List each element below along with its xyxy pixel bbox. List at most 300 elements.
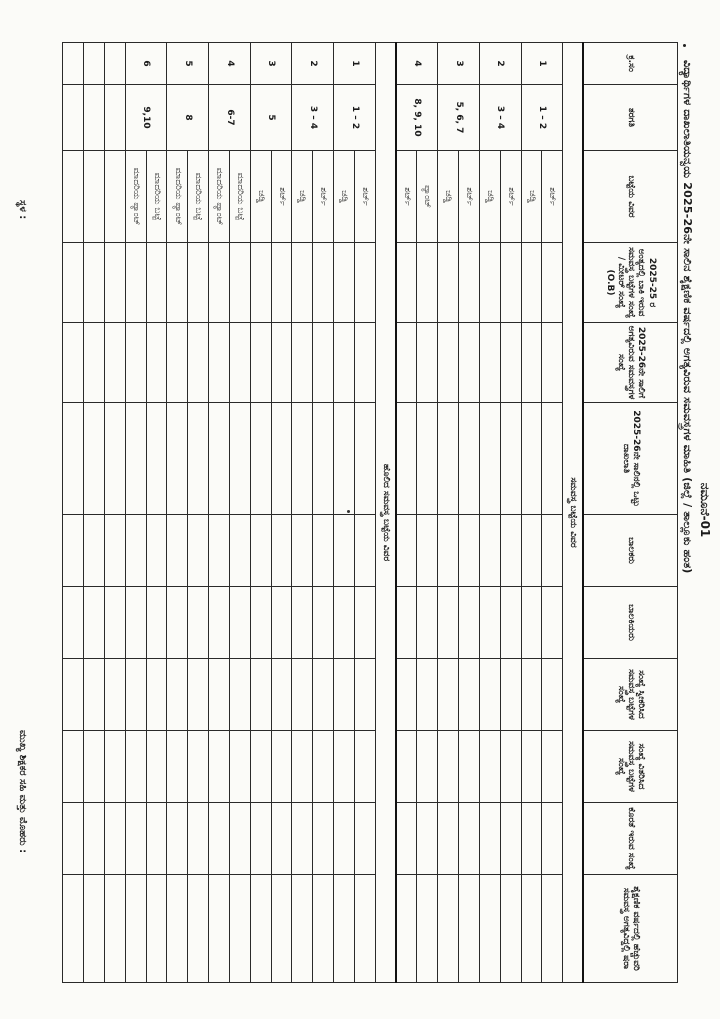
blank-cell [438, 403, 459, 515]
table-row [146, 43, 167, 983]
blank-cell [209, 875, 230, 983]
table-row [209, 43, 230, 983]
blank-cell [250, 243, 271, 323]
blank-cell [542, 803, 563, 875]
empty-row [84, 43, 105, 983]
blank-cell [417, 323, 438, 403]
sl-cell: 2 [292, 43, 334, 85]
blank-cell [250, 587, 271, 659]
blank-cell [146, 243, 167, 323]
blank-cell [521, 243, 542, 323]
blank-cell [396, 587, 417, 659]
blank-cell [271, 659, 292, 731]
blank-cell [438, 323, 459, 403]
blank-cell [354, 403, 375, 515]
blank-cell [104, 803, 125, 875]
blank-cell [334, 587, 355, 659]
blank-cell [271, 515, 292, 587]
table-row [521, 43, 542, 983]
blank-cell [167, 243, 188, 323]
blank-cell [334, 803, 355, 875]
header-sl: ಕ್ರ.ಸಂ [584, 43, 678, 85]
blank-cell [459, 323, 480, 403]
blank-cell [459, 243, 480, 323]
blank-cell [104, 731, 125, 803]
blank-cell [417, 587, 438, 659]
blank-cell [459, 875, 480, 983]
table-row [188, 43, 209, 983]
blank-cell [417, 403, 438, 515]
blank-cell [292, 875, 313, 983]
blank-cell [84, 243, 105, 323]
blank-cell [459, 659, 480, 731]
blank-cell [167, 731, 188, 803]
blank-cell [146, 731, 167, 803]
blank-cell [104, 515, 125, 587]
blank-cell [417, 243, 438, 323]
blank-cell [167, 587, 188, 659]
blank-cell [479, 587, 500, 659]
blank-cell [63, 659, 84, 731]
blank-cell [209, 587, 230, 659]
blank-cell [292, 403, 313, 515]
blank-cell [479, 243, 500, 323]
blank-cell [313, 587, 334, 659]
blank-cell [84, 43, 105, 85]
blank-cell [209, 659, 230, 731]
ink-speck [347, 510, 350, 513]
blank-cell [125, 875, 146, 983]
header-distributed: ಸಂಖ್ಯೆ ವಿತರಿಸಿದ ಸಮವಸ್ತ್ರ ಬಟ್ಟೆಗಳ ಸಂಖ್ಯೆ [584, 731, 678, 803]
blank-cell [271, 803, 292, 875]
blank-cell [229, 659, 250, 731]
blank-cell [63, 875, 84, 983]
blank-cell [334, 403, 355, 515]
blank-cell [104, 587, 125, 659]
blank-cell [542, 323, 563, 403]
blank-cell [188, 323, 209, 403]
blank-cell [63, 323, 84, 403]
blank-cell [167, 515, 188, 587]
class-cell: 3 – 4 [479, 85, 521, 151]
blank-cell [84, 803, 105, 875]
blank-cell [125, 515, 146, 587]
blank-cell [417, 659, 438, 731]
class-cell: 1 – 2 [521, 85, 563, 151]
blank-cell [354, 803, 375, 875]
blank-cell [125, 243, 146, 323]
blank-cell [229, 875, 250, 983]
item-cell: ಶರ್ಟ್ [313, 151, 334, 243]
blank-cell [146, 515, 167, 587]
blank-cell [479, 659, 500, 731]
blank-cell [438, 803, 459, 875]
table-row [542, 43, 563, 983]
item-cell: ಮಾದರಿಯ ಬಟ್ಟೆ [188, 151, 209, 243]
section-label: ಸಮವಸ್ತ್ರ ಬಟ್ಟೆಯ ವಿವರ [563, 43, 584, 983]
class-cell: 3 – 4 [292, 85, 334, 151]
blank-cell [104, 323, 125, 403]
section-row [563, 43, 584, 983]
blank-cell [188, 515, 209, 587]
table-row [313, 43, 334, 983]
blank-cell [500, 243, 521, 323]
table-row [250, 43, 271, 983]
sl-cell: 3 [250, 43, 292, 85]
sl-cell: 1 [334, 43, 376, 85]
blank-cell [521, 587, 542, 659]
blank-cell [313, 731, 334, 803]
blank-cell [354, 515, 375, 587]
blank-cell [542, 731, 563, 803]
blank-cell [354, 243, 375, 323]
blank-cell [438, 731, 459, 803]
blank-cell [500, 403, 521, 515]
blank-cell [354, 323, 375, 403]
blank-cell [396, 403, 417, 515]
blank-cell [146, 587, 167, 659]
blank-cell [250, 403, 271, 515]
blank-cell [84, 403, 105, 515]
blank-cell [542, 875, 563, 983]
blank-cell [479, 403, 500, 515]
blank-cell [521, 803, 542, 875]
blank-cell [417, 515, 438, 587]
blank-cell [542, 403, 563, 515]
item-cell: ಚಡ್ಡಿ [334, 151, 355, 243]
blank-cell [500, 731, 521, 803]
blank-cell [209, 243, 230, 323]
blank-cell [292, 587, 313, 659]
blank-cell [146, 659, 167, 731]
blank-cell [209, 403, 230, 515]
item-cell: ಮಾದರಿಯ ಬಟ್ಟೆ [229, 151, 250, 243]
blank-cell [125, 323, 146, 403]
table-row [500, 43, 521, 983]
header-boys: ಬಾಲಕರು [584, 515, 678, 587]
item-cell: ಶರ್ಟ್ [354, 151, 375, 243]
blank-cell [271, 731, 292, 803]
table-row [438, 43, 459, 983]
sl-cell: 4 [396, 43, 438, 85]
blank-cell [542, 659, 563, 731]
item-cell: ಚಡ್ಡಿ [292, 151, 313, 243]
blank-cell [209, 803, 230, 875]
header-girls: ಬಾಲಕಿಯರು [584, 587, 678, 659]
blank-cell [417, 731, 438, 803]
item-cell: ಶರ್ಟ್ [500, 151, 521, 243]
table-row [354, 43, 375, 983]
blank-cell [313, 403, 334, 515]
blank-cell [167, 659, 188, 731]
blank-cell [334, 731, 355, 803]
blank-cell [334, 659, 355, 731]
header-class: ತರಗತಿ [584, 85, 678, 151]
blank-cell [63, 43, 84, 85]
item-cell: ಮಾದರಿಯ ಪ್ಯಾಂಟ್ [209, 151, 230, 243]
blank-cell [334, 243, 355, 323]
blank-cell [479, 323, 500, 403]
blank-cell [167, 803, 188, 875]
blank-cell [188, 587, 209, 659]
blank-cell [104, 151, 125, 243]
header-shortage: ಕೊರತೆ ಇರುವ ಸಂಖ್ಯೆ [584, 803, 678, 875]
blank-cell [146, 323, 167, 403]
sl-cell: 4 [209, 43, 251, 85]
blank-cell [521, 403, 542, 515]
blank-cell [500, 587, 521, 659]
blank-cell [542, 515, 563, 587]
class-cell: 5, 6, 7 [438, 85, 480, 151]
table-row [167, 43, 188, 983]
blank-cell [521, 659, 542, 731]
ink-dot [683, 44, 686, 47]
blank-cell [292, 731, 313, 803]
blank-cell [63, 85, 84, 151]
blank-cell [271, 875, 292, 983]
item-cell: ಚಡ್ಡಿ [438, 151, 459, 243]
blank-cell [188, 659, 209, 731]
blank-cell [229, 803, 250, 875]
header-enrolment: 2025-26ನೇ ಸಾಲಿನಲ್ಲಿ ಒಟ್ಟು ದಾಖಲಾತಿ [584, 403, 678, 515]
table-body [63, 43, 584, 983]
blank-cell [146, 803, 167, 875]
blank-cell [438, 515, 459, 587]
blank-cell [313, 323, 334, 403]
sl-cell: 2 [479, 43, 521, 85]
blank-cell [188, 403, 209, 515]
blank-cell [104, 243, 125, 323]
blank-cell [84, 875, 105, 983]
blank-cell [229, 323, 250, 403]
blank-cell [104, 659, 125, 731]
blank-cell [84, 323, 105, 403]
blank-cell [271, 587, 292, 659]
section-label: ಹೊಲಿದ ಸಮವಸ್ತ್ರ ಬಟ್ಟೆಯ ವಿವರ [375, 43, 396, 983]
blank-cell [271, 403, 292, 515]
blank-cell [209, 323, 230, 403]
blank-cell [334, 515, 355, 587]
blank-cell [334, 323, 355, 403]
blank-cell [63, 515, 84, 587]
blank-cell [479, 803, 500, 875]
blank-cell [479, 731, 500, 803]
class-cell: 6-7 [209, 85, 251, 151]
blank-cell [313, 243, 334, 323]
blank-cell [542, 243, 563, 323]
item-cell: ಮಾದರಿಯ ಪ್ಯಾಂಟ್ [167, 151, 188, 243]
blank-cell [500, 323, 521, 403]
blank-cell [84, 731, 105, 803]
item-cell: ಪ್ಯಾಂಟ್ [417, 151, 438, 243]
class-cell: 5 [250, 85, 292, 151]
place-label: ಸ್ಥಳ : [17, 200, 28, 220]
blank-cell [250, 323, 271, 403]
blank-cell [396, 515, 417, 587]
blank-cell [521, 323, 542, 403]
blank-cell [292, 243, 313, 323]
table-row [417, 43, 438, 983]
sl-cell: 6 [125, 43, 167, 85]
blank-cell [334, 875, 355, 983]
sl-cell: 1 [521, 43, 563, 85]
blank-cell [250, 731, 271, 803]
table-row [396, 43, 417, 983]
signature-label: ಮುಖ್ಯ ಶಿಕ್ಷಕರ ಸಹಿ ಮತ್ತು ಮೊಹರು : [17, 730, 28, 854]
blank-cell [63, 403, 84, 515]
blank-cell [84, 587, 105, 659]
blank-cell [417, 803, 438, 875]
blank-cell [396, 875, 417, 983]
table-row [459, 43, 480, 983]
blank-cell [459, 515, 480, 587]
blank-cell [500, 515, 521, 587]
blank-cell [313, 875, 334, 983]
blank-cell [459, 403, 480, 515]
blank-cell [438, 659, 459, 731]
item-cell: ಶರ್ಟ್ [459, 151, 480, 243]
blank-cell [313, 515, 334, 587]
blank-cell [229, 731, 250, 803]
blank-cell [84, 85, 105, 151]
item-cell: ಶರ್ಟ್ [542, 151, 563, 243]
blank-cell [188, 731, 209, 803]
blank-cell [250, 659, 271, 731]
header-type: ಬಟ್ಟೆಯ ವಿವರ [584, 151, 678, 243]
item-cell: ಮಾದರಿಯ ಪ್ಯಾಂಟ್ [125, 151, 146, 243]
blank-cell [250, 803, 271, 875]
blank-cell [104, 875, 125, 983]
blank-cell [438, 875, 459, 983]
class-cell: 1 – 2 [334, 85, 376, 151]
blank-cell [250, 875, 271, 983]
blank-cell [271, 243, 292, 323]
blank-cell [63, 243, 84, 323]
table-row [229, 43, 250, 983]
item-cell: ಶರ್ಟ್ [396, 151, 417, 243]
blank-cell [188, 875, 209, 983]
table-row [271, 43, 292, 983]
blank-cell [104, 85, 125, 151]
blank-cell [521, 731, 542, 803]
section-row [375, 43, 396, 983]
blank-cell [125, 803, 146, 875]
blank-cell [250, 515, 271, 587]
blank-cell [104, 43, 125, 85]
blank-cell [354, 659, 375, 731]
empty-row [104, 43, 125, 983]
table-row [334, 43, 355, 983]
blank-cell [63, 803, 84, 875]
blank-cell [521, 515, 542, 587]
header-remarks: ಶೈಕ್ಷಣಿಕ ವರ್ಷದಲ್ಲಿ ಹೆಚ್ಚುವರಿ ಸಮವಸ್ತ್ರ ಅಗತ್ಯವಿದ್ದಲ್ಲಿ ಷರಾ [584, 875, 678, 983]
blank-cell [63, 151, 84, 243]
blank-cell [125, 731, 146, 803]
sl-cell: 5 [167, 43, 209, 85]
blank-cell [84, 515, 105, 587]
blank-cell [229, 243, 250, 323]
blank-cell [479, 515, 500, 587]
blank-cell [229, 515, 250, 587]
table-row [479, 43, 500, 983]
blank-cell [521, 875, 542, 983]
class-cell: 8 [167, 85, 209, 151]
item-cell: ಶರ್ಟ್ [271, 151, 292, 243]
blank-cell [292, 323, 313, 403]
blank-cell [396, 243, 417, 323]
blank-cell [354, 731, 375, 803]
blank-cell [313, 803, 334, 875]
blank-cell [84, 659, 105, 731]
table-row [292, 43, 313, 983]
class-cell: 8, 9, 10 [396, 85, 438, 151]
blank-cell [167, 403, 188, 515]
blank-cell [84, 151, 105, 243]
blank-cell [292, 803, 313, 875]
blank-cell [229, 587, 250, 659]
uniform-table [62, 42, 678, 983]
blank-cell [209, 515, 230, 587]
class-cell: 9,10 [125, 85, 167, 151]
blank-cell [63, 731, 84, 803]
header-ob: 2025-25 ರ ಅಂತ್ಯದಲ್ಲಿ ಬಾಕಿ ಇರುವ ಸಮವಸ್ತ್ರ ಬಟ್ಟೆಗಳ ಸಂಖ್ಯೆ / ಮೀಟರ್ ಸಂಖ್ಯೆ (O.B) [584, 243, 678, 323]
blank-cell [104, 403, 125, 515]
blank-cell [167, 323, 188, 403]
blank-cell [500, 803, 521, 875]
item-cell: ಚಡ್ಡಿ [250, 151, 271, 243]
blank-cell [209, 731, 230, 803]
header-received: ಸಂಖ್ಯೆ ಸ್ವೀಕರಿಸಿದ ಸಮವಸ್ತ್ರ ಬಟ್ಟೆಗಳ ಸಂಖ್ಯೆ [584, 659, 678, 731]
blank-cell [125, 587, 146, 659]
blank-cell [146, 403, 167, 515]
blank-cell [417, 875, 438, 983]
blank-cell [396, 323, 417, 403]
blank-cell [63, 587, 84, 659]
document-title: ವಿದ್ಯಾರ್ಥಿಗಳ ದಾಖಲಾತಿಯನ್ವಯ 2025-26ನೇ ಸಾಲಿನ ಶೈಕ್ಷಣಿಕ ವರ್ಷದಲ್ಲಿ ಅಗತ್ಯವಿರುವ ಸಮವಸ್ತ್ರಗಳ ಮಾಹಿತಿ (ಜಿಲ್ಲೆ / ತಾಲ್ಲೂಕು ಹಂತ) [681, 60, 694, 574]
blank-cell [146, 875, 167, 983]
blank-cell [396, 803, 417, 875]
blank-cell [459, 587, 480, 659]
item-cell: ಚಡ್ಡಿ [521, 151, 542, 243]
blank-cell [479, 875, 500, 983]
blank-cell [125, 659, 146, 731]
item-cell: ಚಡ್ಡಿ [479, 151, 500, 243]
blank-cell [271, 323, 292, 403]
blank-cell [500, 875, 521, 983]
blank-cell [438, 587, 459, 659]
blank-cell [229, 403, 250, 515]
item-cell: ಮಾದರಿಯ ಬಟ್ಟೆ [146, 151, 167, 243]
blank-cell [459, 803, 480, 875]
blank-cell [188, 803, 209, 875]
blank-cell [188, 243, 209, 323]
blank-cell [542, 587, 563, 659]
blank-cell [292, 515, 313, 587]
blank-cell [354, 875, 375, 983]
blank-cell [459, 731, 480, 803]
blank-cell [354, 587, 375, 659]
blank-cell [438, 243, 459, 323]
blank-cell [396, 731, 417, 803]
empty-row [63, 43, 84, 983]
sl-cell: 3 [438, 43, 480, 85]
form-label: ನಮೂನೆ-01 [698, 482, 712, 538]
blank-cell [396, 659, 417, 731]
blank-cell [125, 403, 146, 515]
header-required: 2025-26ನೇ ಸಾಲಿಗೆ ಅಗತ್ಯವಿರುವ ಸಮವಸ್ತ್ರಗಳ ಸಂಖ್ಯೆ [584, 323, 678, 403]
blank-cell [167, 875, 188, 983]
table-row [125, 43, 146, 983]
